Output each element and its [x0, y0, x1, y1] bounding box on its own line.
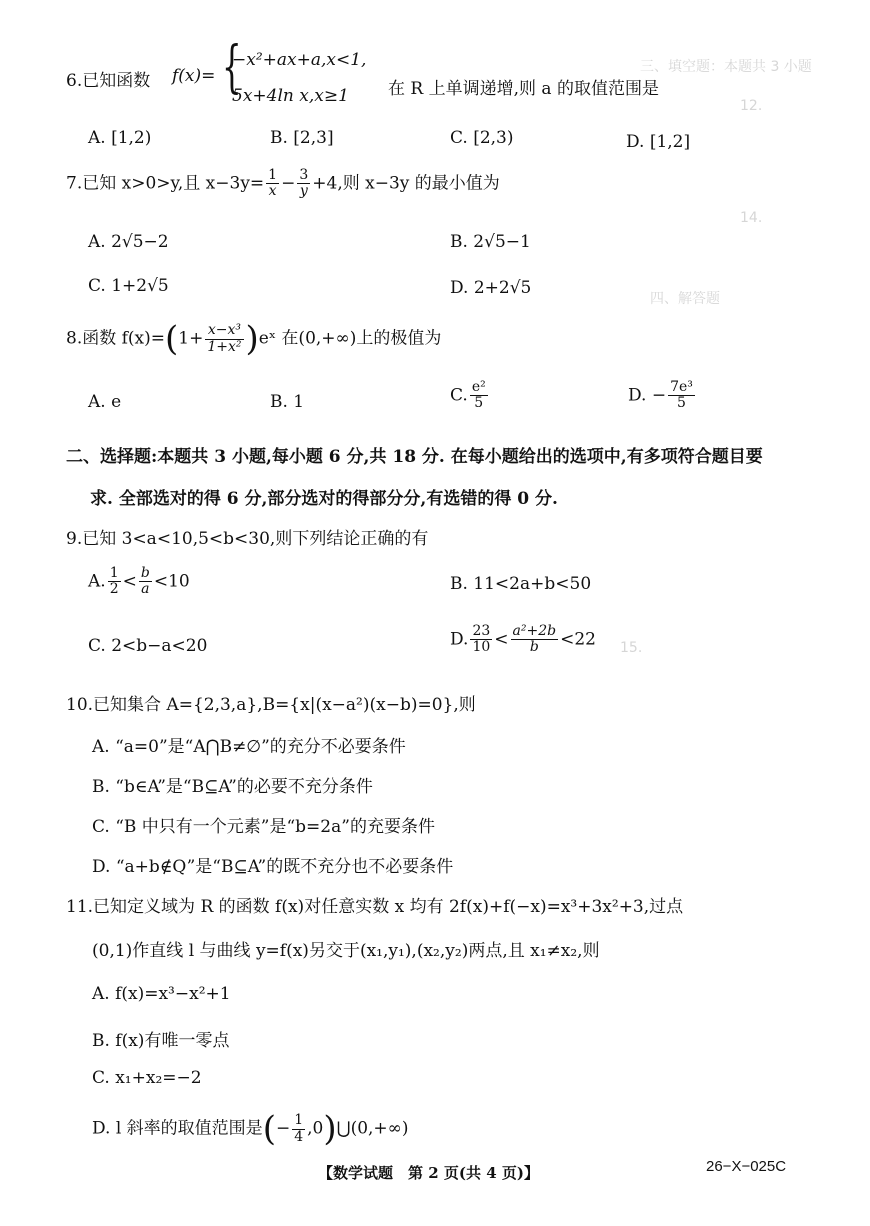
bleed-through-text: 15. — [620, 640, 643, 656]
bleed-through-text: 四、解答题 — [650, 291, 720, 307]
q9-option-d: D. $\frac{23}{10}$ < $\frac{\text{a²+2b}}{b}$ <22 — [450, 623, 596, 656]
q6-suffix: 在 R 上单调递增,则 a 的取值范围是 — [388, 79, 659, 99]
q9-option-a: A. $\frac{1}{2}$ < $\frac{b}{a}$ <10 — [88, 565, 190, 598]
q8-option-b: B. 1 — [270, 392, 305, 412]
q6-option-b: B. [2,3] — [270, 128, 334, 148]
q7-suffix: +4,则 x−3y 的最小值为 — [312, 173, 500, 194]
q6-option-c: C. [2,3) — [450, 128, 514, 148]
q7-stem — [66, 168, 500, 200]
q8-option-c: C. $\frac{\text{e²}}{5}$ — [450, 379, 486, 412]
q8-right-paren: ) — [245, 319, 259, 359]
q7-option-d: D. 2+2√5 — [450, 278, 532, 298]
q10-option-b: B. “b∈A”是“B⊆A”的必要不充分条件 — [92, 777, 373, 797]
q10-option-c: C. “B 中只有一个元素”是“b=2a”的充要条件 — [92, 817, 435, 837]
q6-case2: 5x+4ln x,x≥1 — [232, 86, 349, 106]
bleed-through-text: 三、填空题：本题共 3 小题 — [640, 59, 812, 75]
q7-mid: − — [281, 173, 296, 194]
q10-option-a: A. “a=0”是“A⋂B≠∅”的充分不必要条件 — [92, 737, 406, 757]
q7-prefix: 7.已知 x>0>y,且 x−3y= — [66, 173, 265, 194]
q8-option-d: D. − $\frac{\text{7e³}}{5}$ — [628, 379, 693, 412]
section2-line2: 求. 全部选对的得 6 分,部分选对的得部分分,有选错的得 0 分. — [90, 489, 558, 509]
q9-option-c: C. 2<b−a<20 — [88, 636, 208, 656]
q7-option-b: B. 2√5−1 — [450, 232, 531, 252]
q7-option-a: A. 2√5−2 — [88, 232, 169, 252]
q9-stem: 9.已知 3<a<10,5<b<30,则下列结论正确的有 — [66, 529, 429, 549]
q6-brace: { — [222, 35, 242, 100]
q8-fraction: $\frac{\text{x−x³}}{\text{1+x²}}$ — [207, 322, 242, 355]
section2-line1: 二、选择题:本题共 3 小题,每小题 6 分,共 18 分. 在每小题给出的选项中,有多项符合题目要 — [66, 447, 763, 467]
q6-case1: −x²+ax+a,x<1, — [232, 50, 367, 70]
bleed-through-text: 12. — [740, 98, 763, 114]
q10-stem: 10.已知集合 A={2,3,a},B={x|(x−a²)(x−b)=0},则 — [66, 695, 476, 715]
q8-one-plus: 1+ — [178, 328, 204, 349]
q11-option-c: C. x₁+x₂=−2 — [92, 1068, 202, 1088]
exam-code: 26−X−025C — [706, 1158, 787, 1175]
q10-option-d: D. “a+b∉Q”是“B⊆A”的既不充分也不必要条件 — [92, 857, 454, 877]
q7-fraction-1: $\frac{1}{x}$ — [268, 167, 278, 200]
q6-prefix: 6.已知函数 — [66, 71, 151, 91]
q7-option-c: C. 1+2√5 — [88, 276, 169, 296]
q11-option-b: B. f(x)有唯一零点 — [92, 1031, 230, 1051]
q8-left-paren: ( — [165, 319, 179, 359]
q6-option-d: D. [1,2] — [626, 132, 691, 152]
q9-option-b: B. 11<2a+b<50 — [450, 574, 592, 594]
q6-option-a: A. [1,2) — [88, 128, 152, 148]
q11-line1: 11.已知定义域为 R 的函数 f(x)对任意实数 x 均有 2f(x)+f(−x)=x³+3x²+3,过点 — [66, 897, 684, 917]
page-footer: 【数学试题 第 2 页(共 4 页)】 — [318, 1164, 539, 1182]
q11-line2: (0,1)作直线 l 与曲线 y=f(x)另交于(x₁,y₁),(x₂,y₂)两点,且 x₁≠x₂,则 — [92, 941, 600, 961]
q8-prefix: 8.函数 f(x)= — [66, 328, 166, 349]
bleed-through-text: 14. — [740, 210, 763, 226]
q7-fraction-2: $\frac{3}{y}$ — [299, 167, 309, 200]
q11-option-a: A. f(x)=x³−x²+1 — [92, 984, 231, 1004]
q8-suffix: eˣ 在(0,+∞)上的极值为 — [258, 328, 442, 349]
q8-option-a: A. e — [88, 392, 122, 412]
q8-stem — [66, 319, 442, 359]
q11-option-d: D. l 斜率的取值范围是(− $\frac{1}{4}$ ,0)⋃(0,+∞) — [92, 1109, 409, 1149]
q6-fx: f(x)= — [172, 66, 216, 86]
